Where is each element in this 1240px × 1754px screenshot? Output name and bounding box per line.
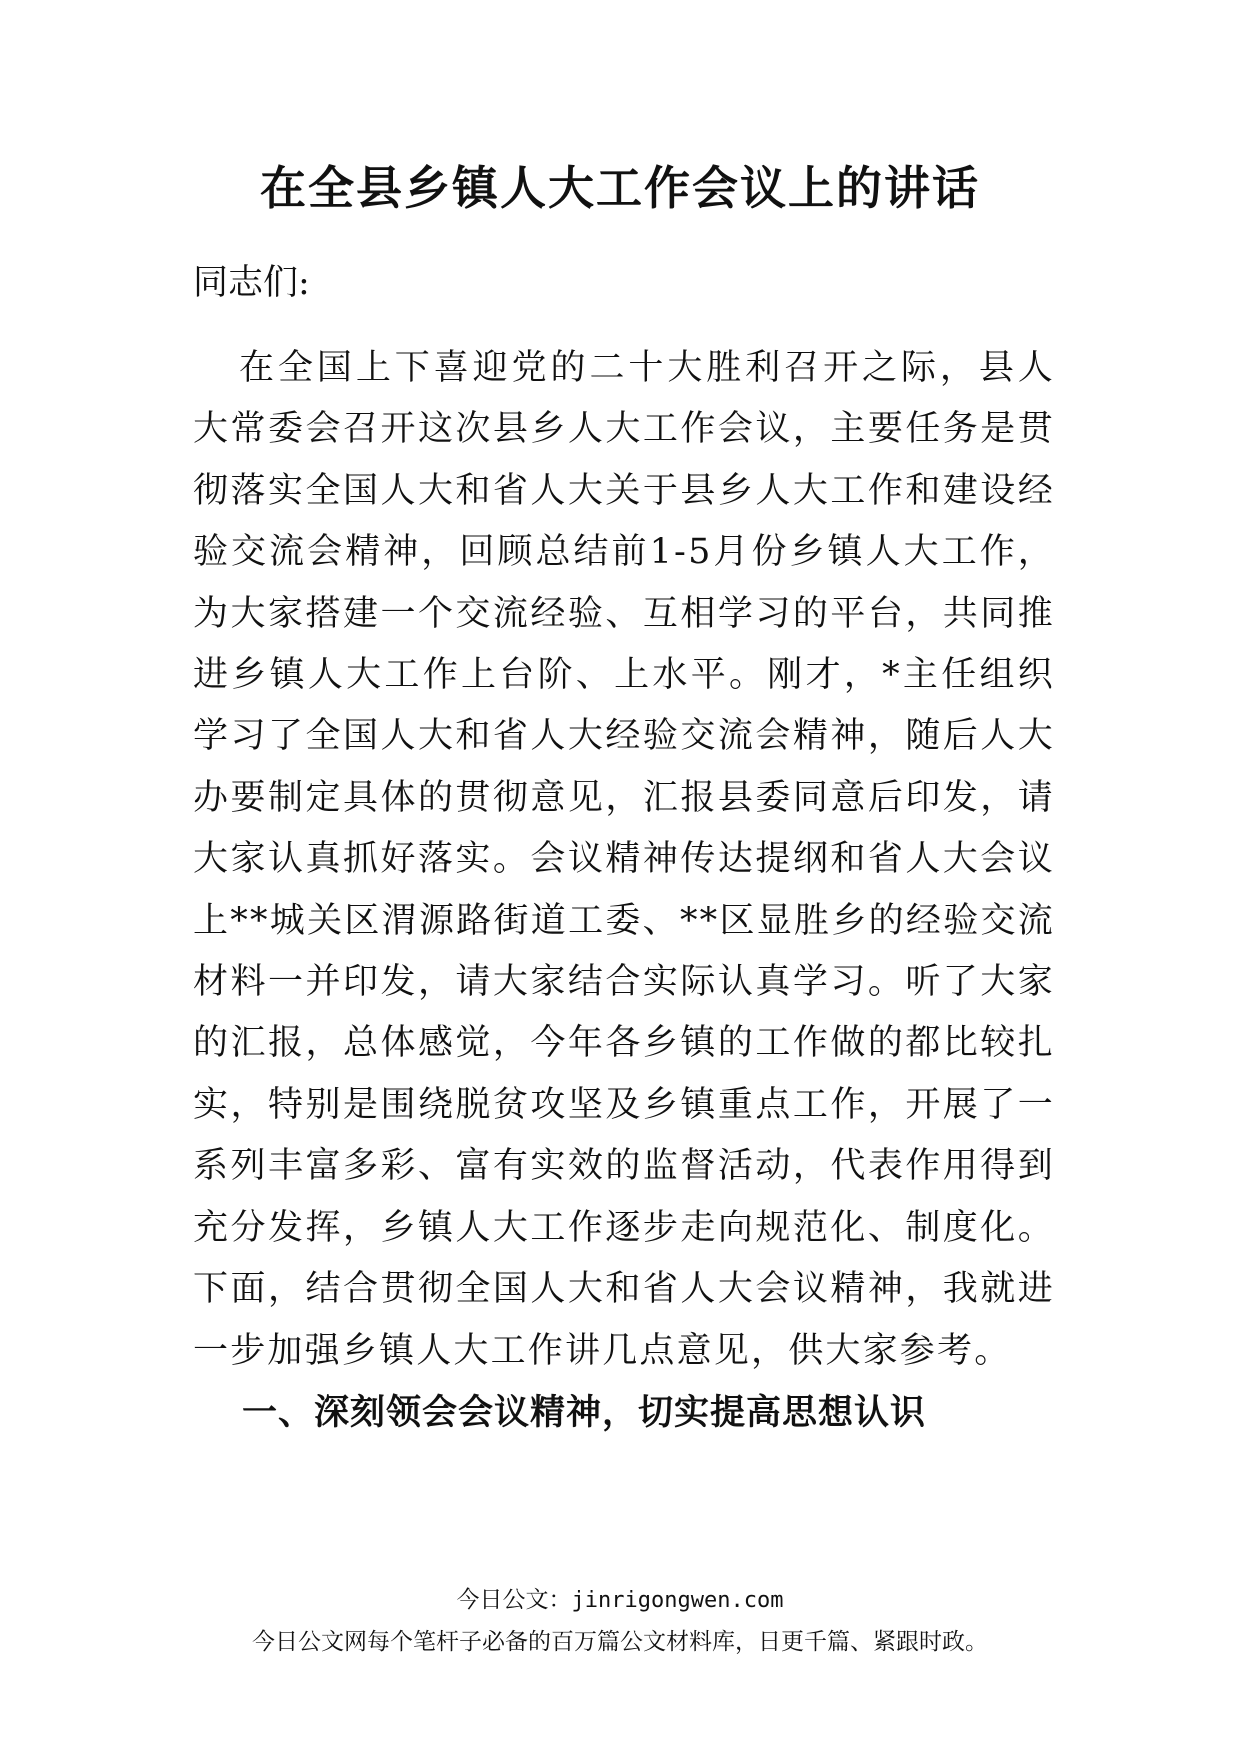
- section-heading: 一、深刻领会会议精神，切实提高思想认识: [242, 1392, 927, 1433]
- footer-source-line: [0, 1583, 1240, 1618]
- footer-label: 今日公文：: [456, 1587, 572, 1613]
- footer-url-link[interactable]: jinrigongwen.com: [571, 1588, 784, 1613]
- body-paragraph: 在全国上下喜迎党的二十大胜利召开之际，县人大常委会召开这次县乡人大工作会议，主要任务是贯彻落实全国人大和省人大关于县乡人大工作和建设经验交流会精神，回顾总结前1-5月份乡镇人大工作，为大家搭建一个交流经验、互相学习的平台，共同推进乡镇人大工作上台阶、上水平。刚才，*主任组织学习了全国人大和省人大经验交流会精神，随后人大办要制定具体的贯彻意见，汇报县委同意后印发，请大家认真抓好落实。会议精神传达提纲和省人大会议上**城关区渭源路街道工委、**区显胜乡的经验交流材料一并印发，请大家结合实际认真学习。听了大家的汇报，总体感觉，今年各乡镇的工作做的都比较扎实，特别是围绕脱贫攻坚及乡镇重点工作，开展了一系列丰富多彩、富有实效的监督活动，代表作用得到充分发挥，乡镇人大工作逐步走向规范化、制度化。下面，结合贯彻全国人大和省人大会议精神，我就进一步加强乡镇人大工作讲几点意见，供大家参考。: [193, 348, 1055, 1371]
- footer-tagline: 今日公文网每个笔杆子必备的百万篇公文材料库，日更千篇、紧跟时政。: [252, 1629, 988, 1655]
- document-title: 在全县乡镇人大工作会议上的讲话: [260, 161, 980, 215]
- footer: [0, 1583, 1240, 1662]
- salutation: 同志们:: [193, 263, 310, 303]
